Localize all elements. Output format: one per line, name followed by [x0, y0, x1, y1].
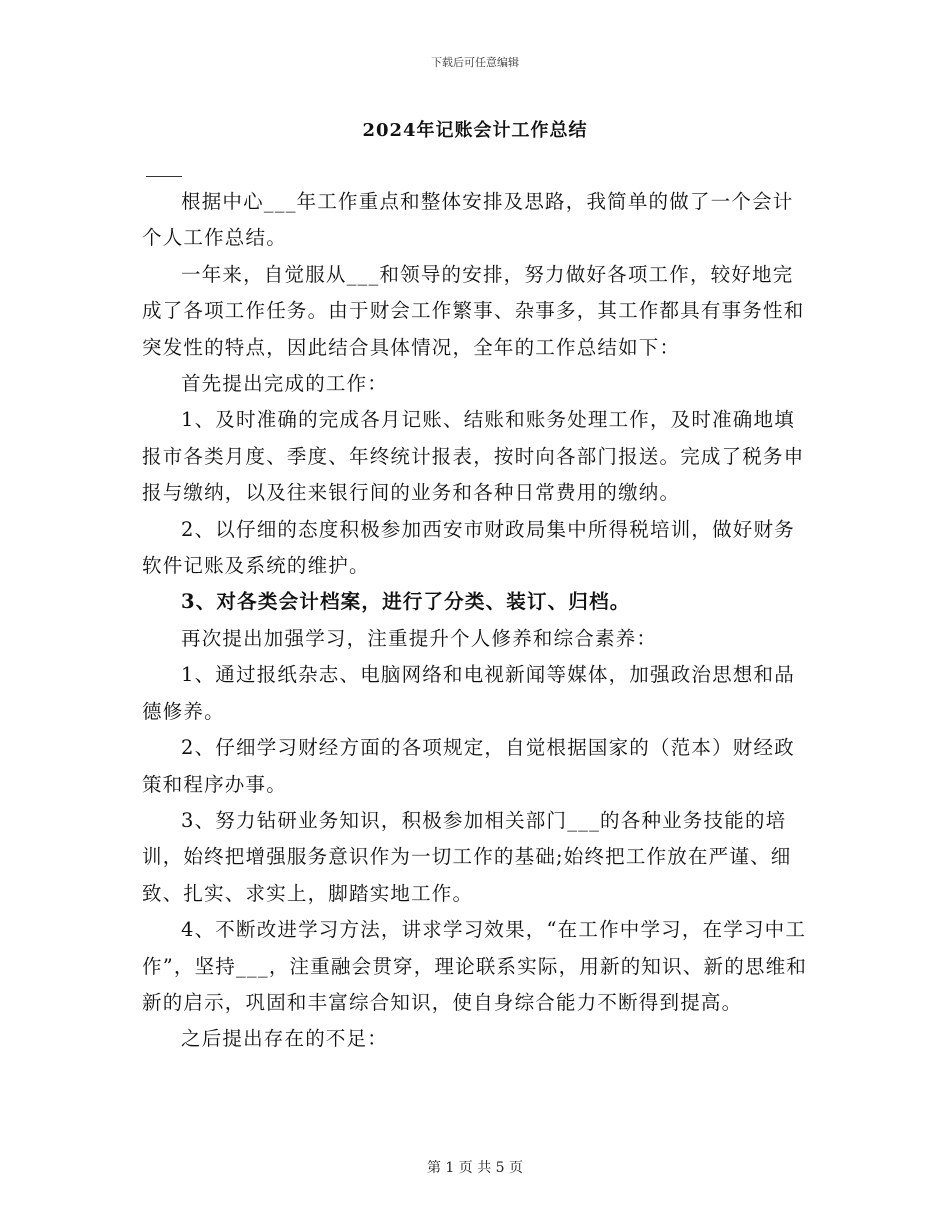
header-note: 下载后可任意编辑	[431, 56, 519, 69]
list-item-learning-2: 2、仔细学习财经方面的各项规定，自觉根据国家的（范本）财经政策和程序办事。	[142, 736, 795, 796]
section-heading-shortcomings: 之后提出存在的不足：	[181, 1027, 389, 1051]
paragraph-overview: 一年来，自觉服从___和领导的安排，努力做好各项工作，较好地完成了各项工作任务。由于财会工作繁事、杂事多，其工作都具有事务性和突发性的特点，因此结合具体情况，全年的工作总结如下：	[142, 262, 805, 359]
document-body	[142, 184, 814, 1058]
page-number: 第 1 页 共 5 页	[426, 1160, 524, 1176]
paragraph-intro: 根据中心___年工作重点和整体安排及思路，我简单的做了一个会计个人工作总结。	[142, 190, 794, 250]
list-item-completed-1: 1、及时准确的完成各月记账、结账和账务处理工作，及时准确地填报市各类月度、季度、年终统计报表，按时向各部门报送。完成了税务申报与缴纳，以及往来银行间的业务和各种日常费用的缴纳。	[142, 408, 805, 505]
list-item-learning-1: 1、通过报纸杂志、电脑网络和电视新闻等媒体，加强政治思想和品德修养。	[142, 663, 795, 723]
list-item-learning-4: 4、不断改进学习方法，讲求学习效果，“在工作中学习，在学习中工作”，坚持___，注重融会贯穿，理论联系实际，用新的知识、新的思维和新的启示，巩固和丰富综合知识，使自身综合能力不断得到提高。	[142, 918, 808, 1014]
section-heading-learning: 再次提出加强学习，注重提升个人修养和综合素养：	[181, 626, 658, 650]
list-item-completed-3: 3、对各类会计档案，进行了分类、装订、归档。	[181, 590, 631, 614]
section-heading-completed-work: 首先提出完成的工作：	[181, 372, 389, 396]
list-item-learning-3: 3、努力钻研业务知识，积极参加相关部门___的各种业务技能的培训，始终把增强服务意识作为一切工作的基础;始终把工作放在严谨、细致、扎实、求实上，脚踏实地工作。	[142, 808, 792, 905]
list-item-completed-2: 2、以仔细的态度积极参加西安市财政局集中所得税培训，做好财务软件记账及系统的维护。	[142, 517, 795, 578]
document-title: 2024年记账会计工作总结	[362, 120, 588, 141]
blank-fill-line	[146, 176, 182, 177]
